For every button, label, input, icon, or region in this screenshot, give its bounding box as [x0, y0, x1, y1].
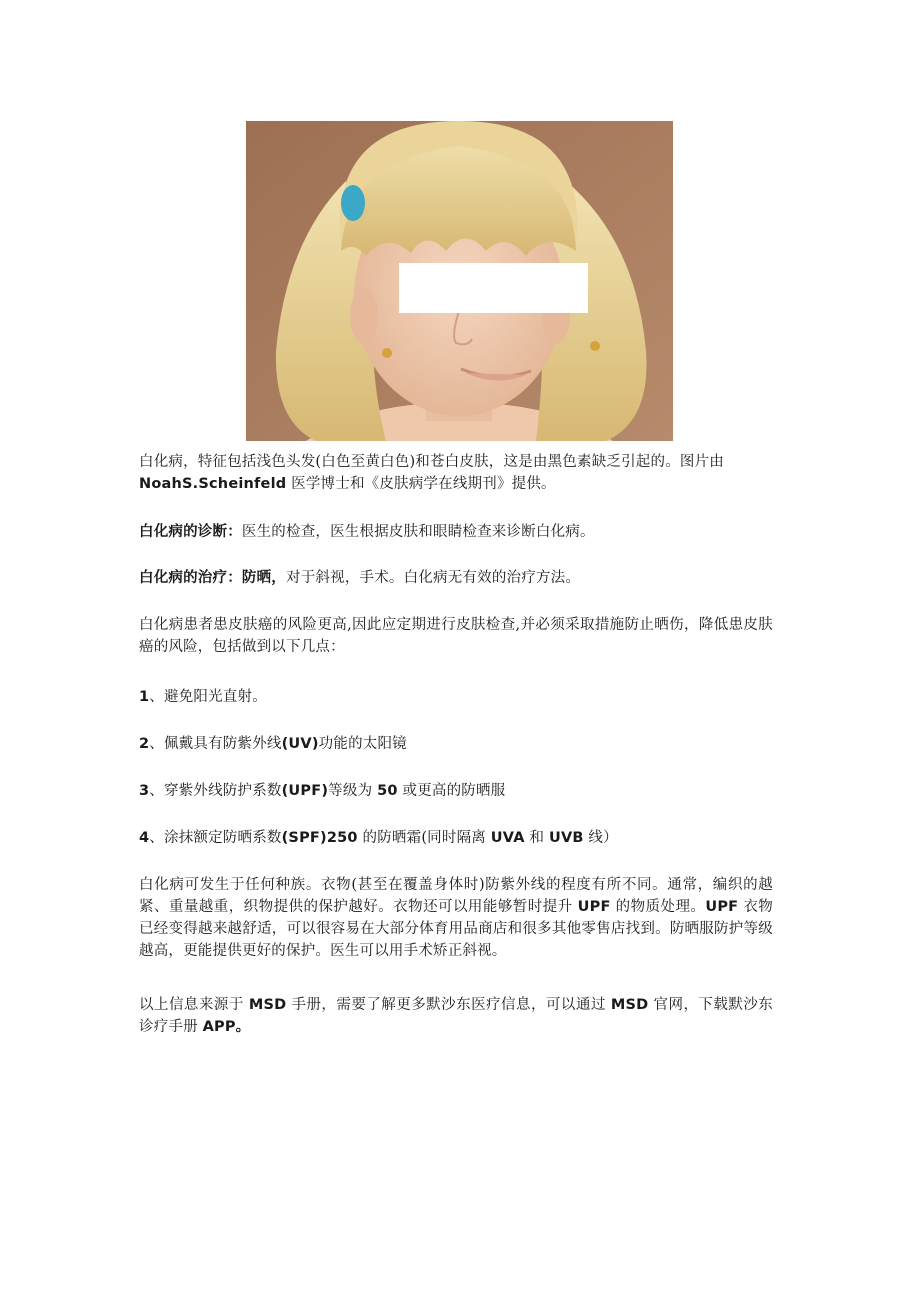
diagnosis-paragraph: 白化病的诊断：医生的检查，医生根据皮肤和眼睛检查来诊断白化病。: [139, 523, 595, 540]
eye-censor-bar: [399, 263, 588, 313]
photo-girl-with-albinism: [246, 121, 673, 441]
photo-caption: 白化病，特征包括浅色头发(白色至黄白色)和苍白皮肤，这是由黑色素缺乏引起的。图片由NoahS.Scheinfeld 医学博士和《皮肤病学在线期刊》提供。: [139, 454, 725, 492]
clothing-paragraph: 白化病可发生于任何种族。衣物(甚至在覆盖身体时)防紫外线的程度有所不同。通常，编织的越紧、重量越重，织物提供的保护越好。衣物还可以用能够暂时提升 UPF 的物质处理。UPF 衣物已经变得越来越舒适，可以很容易在大部分体育用品商店和很多其他零售店找到。防晒服防护等级越高，更能提供更好的保护。医生可以用手术矫正斜视。: [139, 877, 773, 959]
risk-paragraph: 白化病患者患皮肤癌的风险更高,因此应定期进行皮肤检查,并必须采取措施防止晒伤，降低患皮肤癌的风险，包括做到以下几点：: [139, 617, 773, 655]
list-item-3: 3、穿紫外线防护系数(UPF)等级为 50 或更高的防晒服: [139, 783, 506, 799]
treatment-paragraph: 白化病的治疗：防晒，对于斜视，手术。白化病无有效的治疗方法。: [139, 569, 581, 586]
source-paragraph: 以上信息来源于 MSD 手册，需要了解更多默沙东医疗信息，可以通过 MSD 官网，下载默沙东诊疗手册 APP。: [139, 997, 773, 1035]
portrait-image: [246, 121, 673, 441]
list-item-2: 2、佩戴具有防紫外线(UV)功能的太阳镜: [139, 736, 407, 752]
list-item-4: 4、涂抹额定防晒系数(SPF)250 的防晒霜(同时隔离 UVA 和 UVB 线）: [139, 830, 618, 846]
diagnosis-label: 白化病的诊断：: [139, 523, 242, 540]
list-item-1: 1、避免阳光直射。: [139, 689, 267, 705]
treatment-label: 白化病的治疗：: [139, 569, 242, 586]
